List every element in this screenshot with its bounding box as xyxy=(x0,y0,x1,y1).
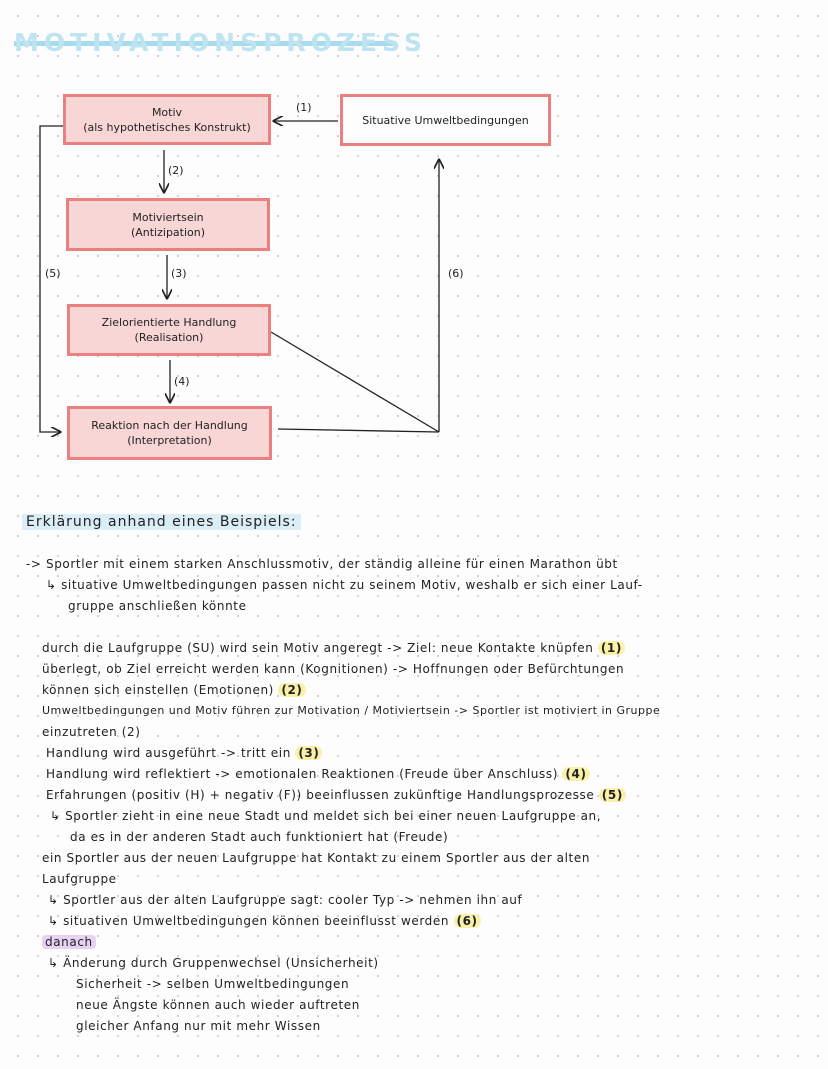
note-text: einzutreten (2) xyxy=(42,725,141,739)
marker-6: (6) xyxy=(454,914,481,928)
note-line-5 xyxy=(42,659,624,679)
note-text: gleicher Anfang nur mit mehr Wissen xyxy=(76,1019,321,1033)
line-handlung-to-junction xyxy=(271,332,439,432)
box-motiv xyxy=(63,94,271,145)
box-motiv-line1: Motiv xyxy=(151,105,183,119)
box-handlung-line1: Zielorientierte Handlung xyxy=(101,316,237,329)
note-line-17 xyxy=(48,911,481,931)
box-reaktion-line1: Reaktion nach der Handlung xyxy=(91,419,248,432)
box-situative-line1: Situative Umweltbedingungen xyxy=(362,113,529,127)
note-text: Umweltbedingungen und Motiv führen zur Motivation / Motiviertsein -> Sportler ist motiviert in Gruppe xyxy=(42,704,661,717)
note-text: Handlung wird ausgeführt -> tritt ein xyxy=(46,746,291,760)
note-line-7 xyxy=(42,701,660,721)
note-text: Sicherheit -> selben Umweltbedingungen xyxy=(76,977,350,991)
box-reaktion xyxy=(67,406,272,460)
label-2: (2) xyxy=(168,164,184,177)
label-1: (1) xyxy=(296,101,312,114)
note-text: neue Ängste können auch wieder auftreten xyxy=(76,998,360,1012)
note-line-4 xyxy=(42,638,625,658)
explanation-heading: Erklärung anhand eines Beispiels: xyxy=(22,514,301,530)
note-line-6 xyxy=(42,680,306,700)
note-line-8 xyxy=(42,722,141,742)
note-text: ↳ Sportler zieht in eine neue Stadt und meldet sich bei einer neuen Laufgruppe an, xyxy=(50,809,602,823)
note-text: Handlung wird reflektiert -> emotionalen Reaktionen (Freude über Anschluss) xyxy=(46,767,558,781)
note-line-20 xyxy=(76,974,349,994)
label-3: (3) xyxy=(171,267,187,280)
note-line-1 xyxy=(26,554,618,574)
note-text: ein Sportler aus der neuen Laufgruppe hat Kontakt zu einem Sportler aus der alten xyxy=(42,851,591,865)
box-motiviertsein xyxy=(66,198,270,251)
note-text: ↳ Änderung durch Gruppenwechsel (Unsicherheit) xyxy=(48,956,379,970)
box-motiviertsein-line2: (Antizipation) xyxy=(130,225,206,239)
note-text: ↳ situative Umweltbedingungen passen nicht zu seinem Motiv, weshalb er sich einer Lauf- xyxy=(46,578,643,592)
note-text: durch die Laufgruppe (SU) wird sein Motiv angeregt -> Ziel: neue Kontakte knüpfen xyxy=(42,641,594,655)
note-line-16 xyxy=(48,890,522,910)
marker-2: (2) xyxy=(278,683,305,697)
note-text: überlegt, ob Ziel erreicht werden kann (Kognitionen) -> Hoffnungen oder Befürchtungen xyxy=(42,662,625,676)
box-handlung-line2: (Realisation) xyxy=(134,331,204,344)
page-title: MOTIVATIONSPROZESS xyxy=(14,28,427,57)
note-text: -> Sportler mit einem starken Anschlussmotiv, der ständig alleine für einen Marathon übt xyxy=(26,557,618,571)
marker-3: (3) xyxy=(295,746,322,760)
danach-label: danach xyxy=(42,935,96,949)
box-motiviertsein-line1: Motiviertsein xyxy=(132,210,204,224)
note-line-18 xyxy=(42,932,96,952)
note-line-9 xyxy=(46,743,322,763)
note-line-11 xyxy=(46,785,626,805)
line-reaktion-to-junction xyxy=(278,429,439,432)
box-motiv-line2: (als hypothetisches Konstrukt) xyxy=(83,120,251,134)
box-zielorientierte-handlung xyxy=(67,304,271,356)
box-reaktion-line2: (Interpretation) xyxy=(127,434,212,447)
note-line-19 xyxy=(48,953,379,973)
note-text: da es in der anderen Stadt auch funktioniert hat (Freude) xyxy=(70,830,449,844)
note-text: können sich einstellen (Emotionen) xyxy=(42,683,274,697)
note-line-3 xyxy=(68,596,247,616)
note-text: ↳ situativen Umweltbedingungen können beeinflusst werden xyxy=(48,914,450,928)
marker-5: (5) xyxy=(599,788,626,802)
note-line-10 xyxy=(46,764,590,784)
note-text: Erfahrungen (positiv (H) + negativ (F)) beeinflussen zukünftige Handlungsprozesse xyxy=(46,788,595,802)
note-line-13 xyxy=(70,827,448,847)
note-line-2 xyxy=(46,575,643,595)
box-situative-umweltbedingungen xyxy=(340,94,551,146)
label-6: (6) xyxy=(448,267,464,280)
marker-1: (1) xyxy=(598,641,625,655)
note-text: Laufgruppe xyxy=(42,872,117,886)
note-line-21 xyxy=(76,995,360,1015)
note-text: gruppe anschließen könnte xyxy=(68,599,247,613)
note-line-14 xyxy=(42,848,590,868)
marker-4: (4) xyxy=(562,767,589,781)
label-4: (4) xyxy=(174,375,190,388)
label-5: (5) xyxy=(45,267,61,280)
note-line-15 xyxy=(42,869,117,889)
note-line-12 xyxy=(50,806,601,826)
note-text: ↳ Sportler aus der alten Laufgruppe sagt: cooler Typ -> nehmen ihn auf xyxy=(48,893,523,907)
note-line-22 xyxy=(76,1016,321,1036)
